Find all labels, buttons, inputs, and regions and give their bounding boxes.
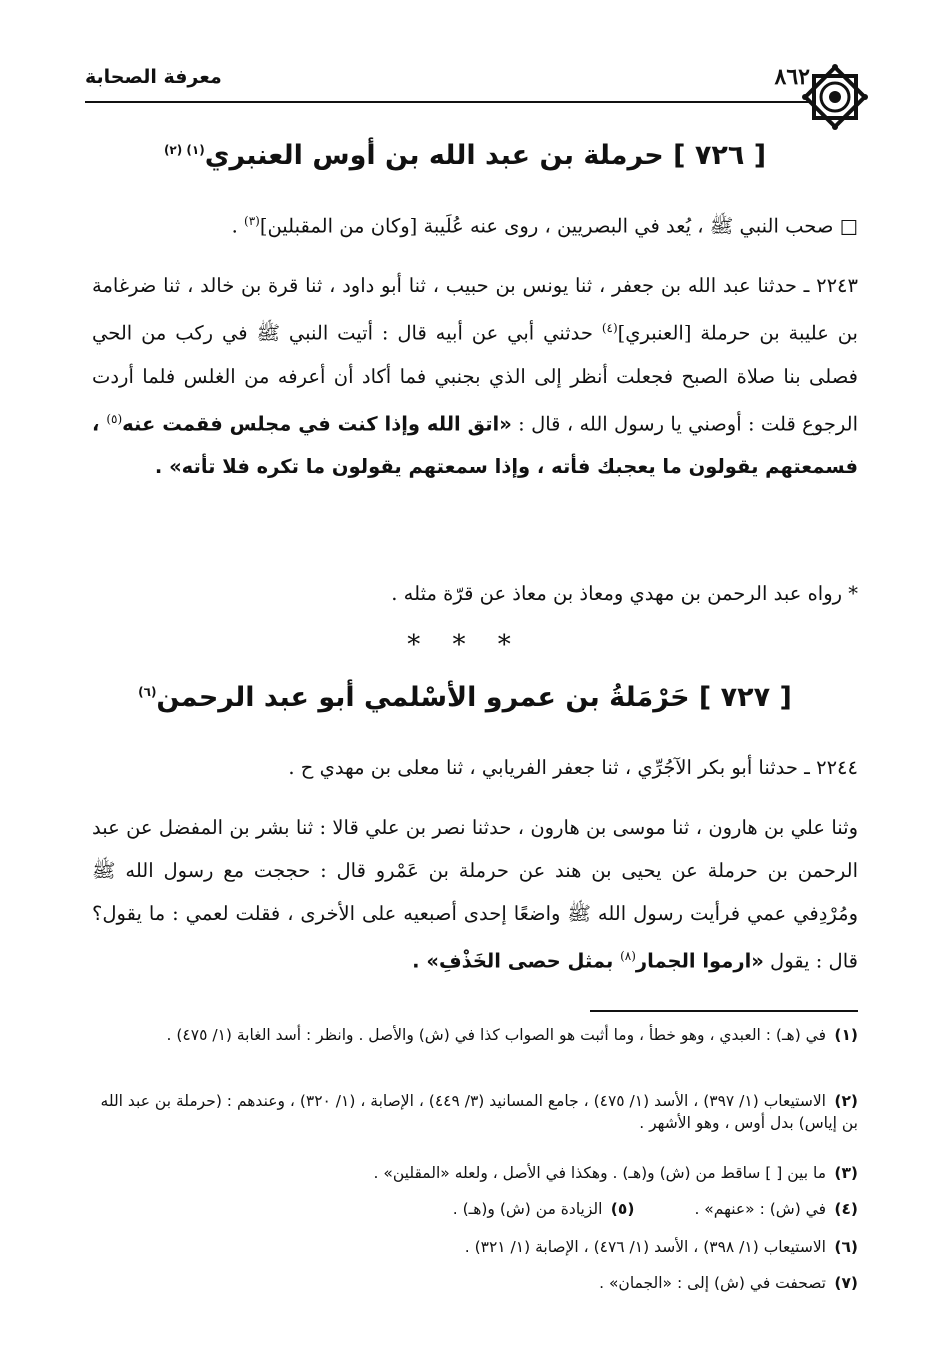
footnote-ref: (٤) xyxy=(601,321,618,335)
footnote-text: في (ش) : «عنهم» . xyxy=(694,1200,826,1218)
hadith-2244-quote: «ارموا الجمار xyxy=(635,949,764,973)
hadith-2243-quote: «اتق الله وإذا كنت في مجلس فقمت عنه xyxy=(122,412,512,435)
footnote-1 xyxy=(92,1024,858,1046)
footnote-text: الاستيعاب (١/ ٣٩٧) ، الأسد (١/ ٤٧٥) ، جامع المسانيد (٣/ ٤٤٩) ، الإصابة ، (١/ ٣٢٠) ، وعندهم : (حرملة بن عبد الله بن إياس) بدل أوس ، وهو الأشهر . xyxy=(100,1092,858,1132)
footnote-6 xyxy=(92,1236,858,1258)
footnote-number: (٦) xyxy=(834,1238,858,1256)
entry-726-intro xyxy=(92,200,858,248)
hadith-2243 xyxy=(92,264,858,488)
page-header xyxy=(85,60,860,100)
footnote-4-5 xyxy=(92,1198,858,1220)
footnote-text: في (هـ) : العبدي ، وهو خطأ ، وما أثبت هو الصواب كذا في (ش) والأصل . وانظر : أسد الغابة (١/ ٤٧٥) . xyxy=(166,1026,826,1044)
entry-727-title: [ ٧٢٧ ] حَرْمَلةُ بن عمرو الأسْلمي أبو عبد الرحمن xyxy=(156,682,792,713)
hadith-2243-text: حدثني أبي عن أبيه قال : أتيت النبي ﷺ في ركب من الحي فصلى بنا صلاة الصبح فجعلت أنظر إلى الذي بجنبي فما أكاد أن أعرفه من الغلس فلما أردت الرجوع قلت : أوصني يا رسول الله ، قال : xyxy=(92,321,858,435)
entry-727-ref: (٦) xyxy=(138,685,157,699)
entry-727-heading xyxy=(60,682,870,713)
entry-726-heading xyxy=(60,140,870,171)
book-title: معرفة الصحابة xyxy=(85,66,222,88)
narration-note: * رواه عبد الرحمن بن مهدي ومعاذ بن معاذ عن قرّة مثله . xyxy=(391,582,858,605)
page-number: ٨٦٢ xyxy=(774,64,810,90)
footnote-text: الاستيعاب (١/ ٣٩٨) ، الأسد (١/ ٤٧٦) ، الإصابة (١/ ٣٢١) . xyxy=(464,1238,826,1256)
hadith-2244-quote-end: بمثل حصى الخَذْفِ» . xyxy=(412,949,621,973)
section-separator: * * * xyxy=(407,630,523,660)
hadith-2243-quote-end: ، فسمعتهم يقولون ما يعجبك فأته ، وإذا سمعتهم يقولون ما تكره فلا تأته» . xyxy=(92,412,858,478)
entry-726-title: [ ٧٢٦ ] حرملة بن عبد الله بن أوس العنبري xyxy=(204,140,767,171)
hadith-2244-text: وثنا علي بن هارون ، ثنا موسى بن هارون ، حدثنا نصر بن علي قالا : ثنا بشر بن المفضل عن عبد الرحمن بن حرملة عن يحيى بن هند عن حرملة بن عَمْرو قال : حججت مع رسول الله ﷺ ومُرْدِفي عمي فرأيت رسول الله ﷺ واضعًا إحدى أصبعيه على الأخرى ، فقلت لعمي : ما يقول؟ قال : يقول xyxy=(92,816,859,973)
footnote-ref: (٨) xyxy=(620,949,636,963)
footnote-text: ما بين [ ] ساقط من (ش) و(هـ) . وهكذا في الأصل ، ولعله «المقلين» . xyxy=(373,1164,826,1182)
ornament-icon xyxy=(800,62,870,132)
footnote-number: (١) xyxy=(834,1026,858,1044)
intro-text: □ صحب النبي ﷺ ، يُعد في البصريين ، روى عنه عُلَيبة [وكان من المقبلين] xyxy=(259,214,858,238)
footnote-number: (٧) xyxy=(834,1274,858,1292)
footnote-text: الزيادة من (ش) و(هـ) . xyxy=(452,1200,603,1218)
intro-end: . xyxy=(231,214,245,238)
entry-726-refs: (١) (٢) xyxy=(163,143,205,157)
hadith-2244 xyxy=(92,806,858,983)
footnote-number: (٤) xyxy=(834,1200,858,1218)
footnote-7 xyxy=(92,1272,858,1294)
footnote-3 xyxy=(92,1162,858,1184)
footnote-ref: (٣) xyxy=(244,214,260,228)
footnote-rule xyxy=(590,1010,858,1012)
hadith-2243-chain: ٢٢٤٣ ـ حدثنا عبد الله بن جعفر ، ثنا يونس بن حبيب ، ثنا أبو داود ، ثنا قرة بن خالد ، ثنا ضرغامة بن عليبة بن حرملة [العنبري] xyxy=(92,274,858,345)
header-rule xyxy=(85,101,815,103)
footnote-2 xyxy=(92,1090,858,1134)
footnote-number: (٢) xyxy=(834,1092,858,1110)
footnote-5 xyxy=(453,1198,635,1220)
footnote-ref: (٥) xyxy=(106,411,123,426)
footnote-4 xyxy=(694,1198,858,1220)
footnote-number: (٣) xyxy=(834,1164,858,1182)
hadith-2244-chain: ٢٢٤٤ ـ حدثنا أبو بكر الآجُرِّي ، ثنا جعفر الفريابي ، ثنا معلى بن مهدي ح . xyxy=(288,756,858,779)
footnote-text: تصحفت في (ش) إلى : «الجمان» . xyxy=(599,1274,826,1292)
footnote-number: (٥) xyxy=(610,1200,635,1218)
